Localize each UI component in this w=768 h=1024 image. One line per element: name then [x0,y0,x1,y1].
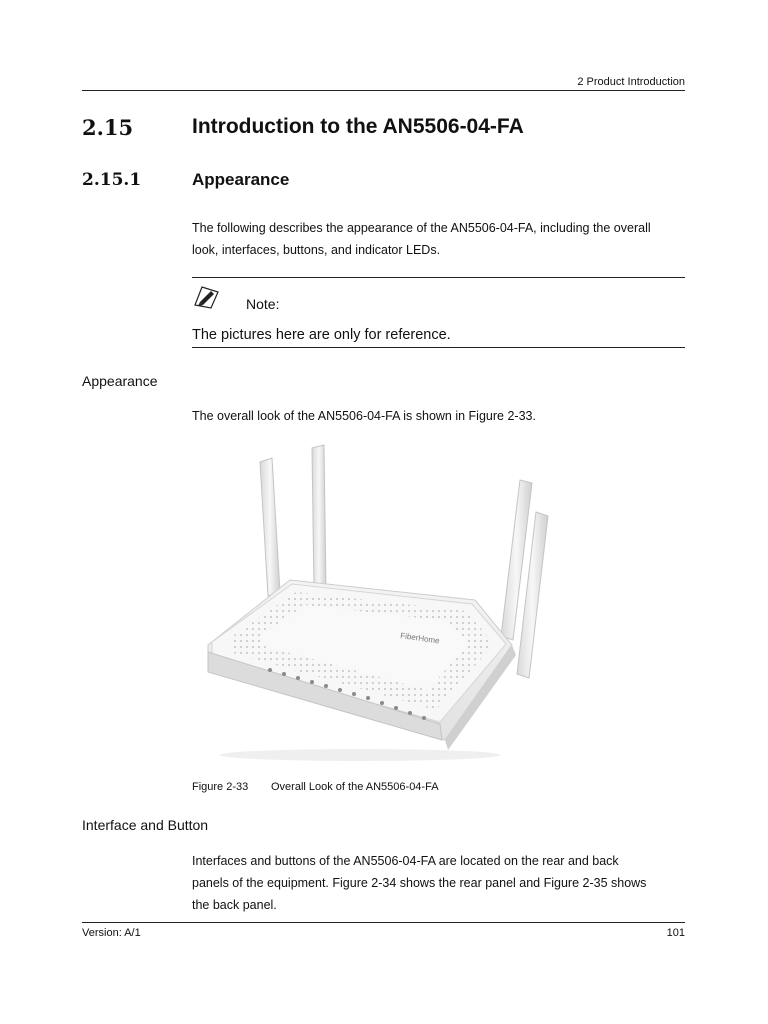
running-header: 2 Product Introduction [577,76,685,88]
note-label: Note: [246,296,280,312]
router-logo: FiberHome [399,631,441,646]
section-number: 2.15 [82,115,134,140]
figure-caption: Overall Look of the AN5506-04-FA [271,781,439,793]
router-image [190,440,560,770]
appearance-heading: Appearance [82,373,158,389]
interface-line-3: the back panel. [192,898,277,912]
intro-paragraph [192,217,692,261]
interface-paragraph [192,850,692,916]
subsection-title: Appearance [192,170,290,189]
figure-number: Figure 2-33 [192,781,249,793]
note-text: The pictures here are only for reference. [192,327,451,343]
interface-line-1: Interfaces and buttons of the AN5506-04-FA are located on the rear and back [192,854,619,868]
intro-line-2: look, interfaces, buttons, and indicator LEDs. [192,243,441,257]
footer-rule [82,922,685,923]
interface-heading: Interface and Button [82,817,209,833]
header-rule [82,90,685,91]
page-number: 101 [666,927,685,939]
appearance-paragraph: The overall look of the AN5506-04-FA is shown in Figure 2-33. [192,409,536,423]
router-figure [190,440,560,775]
intro-line-1: The following describes the appearance of the AN5506-04-FA, including the overall [192,221,651,235]
note-pencil-icon [192,283,222,314]
subsection-number: 2.15.1 [82,170,142,190]
footer-version: Version: A/1 [82,927,141,939]
note-top-rule [192,277,685,278]
section-title: Introduction to the AN5506-04-FA [192,115,524,138]
note-bottom-rule [192,347,685,348]
interface-line-2: panels of the equipment. Figure 2-34 shows the rear panel and Figure 2-35 shows [192,876,647,890]
